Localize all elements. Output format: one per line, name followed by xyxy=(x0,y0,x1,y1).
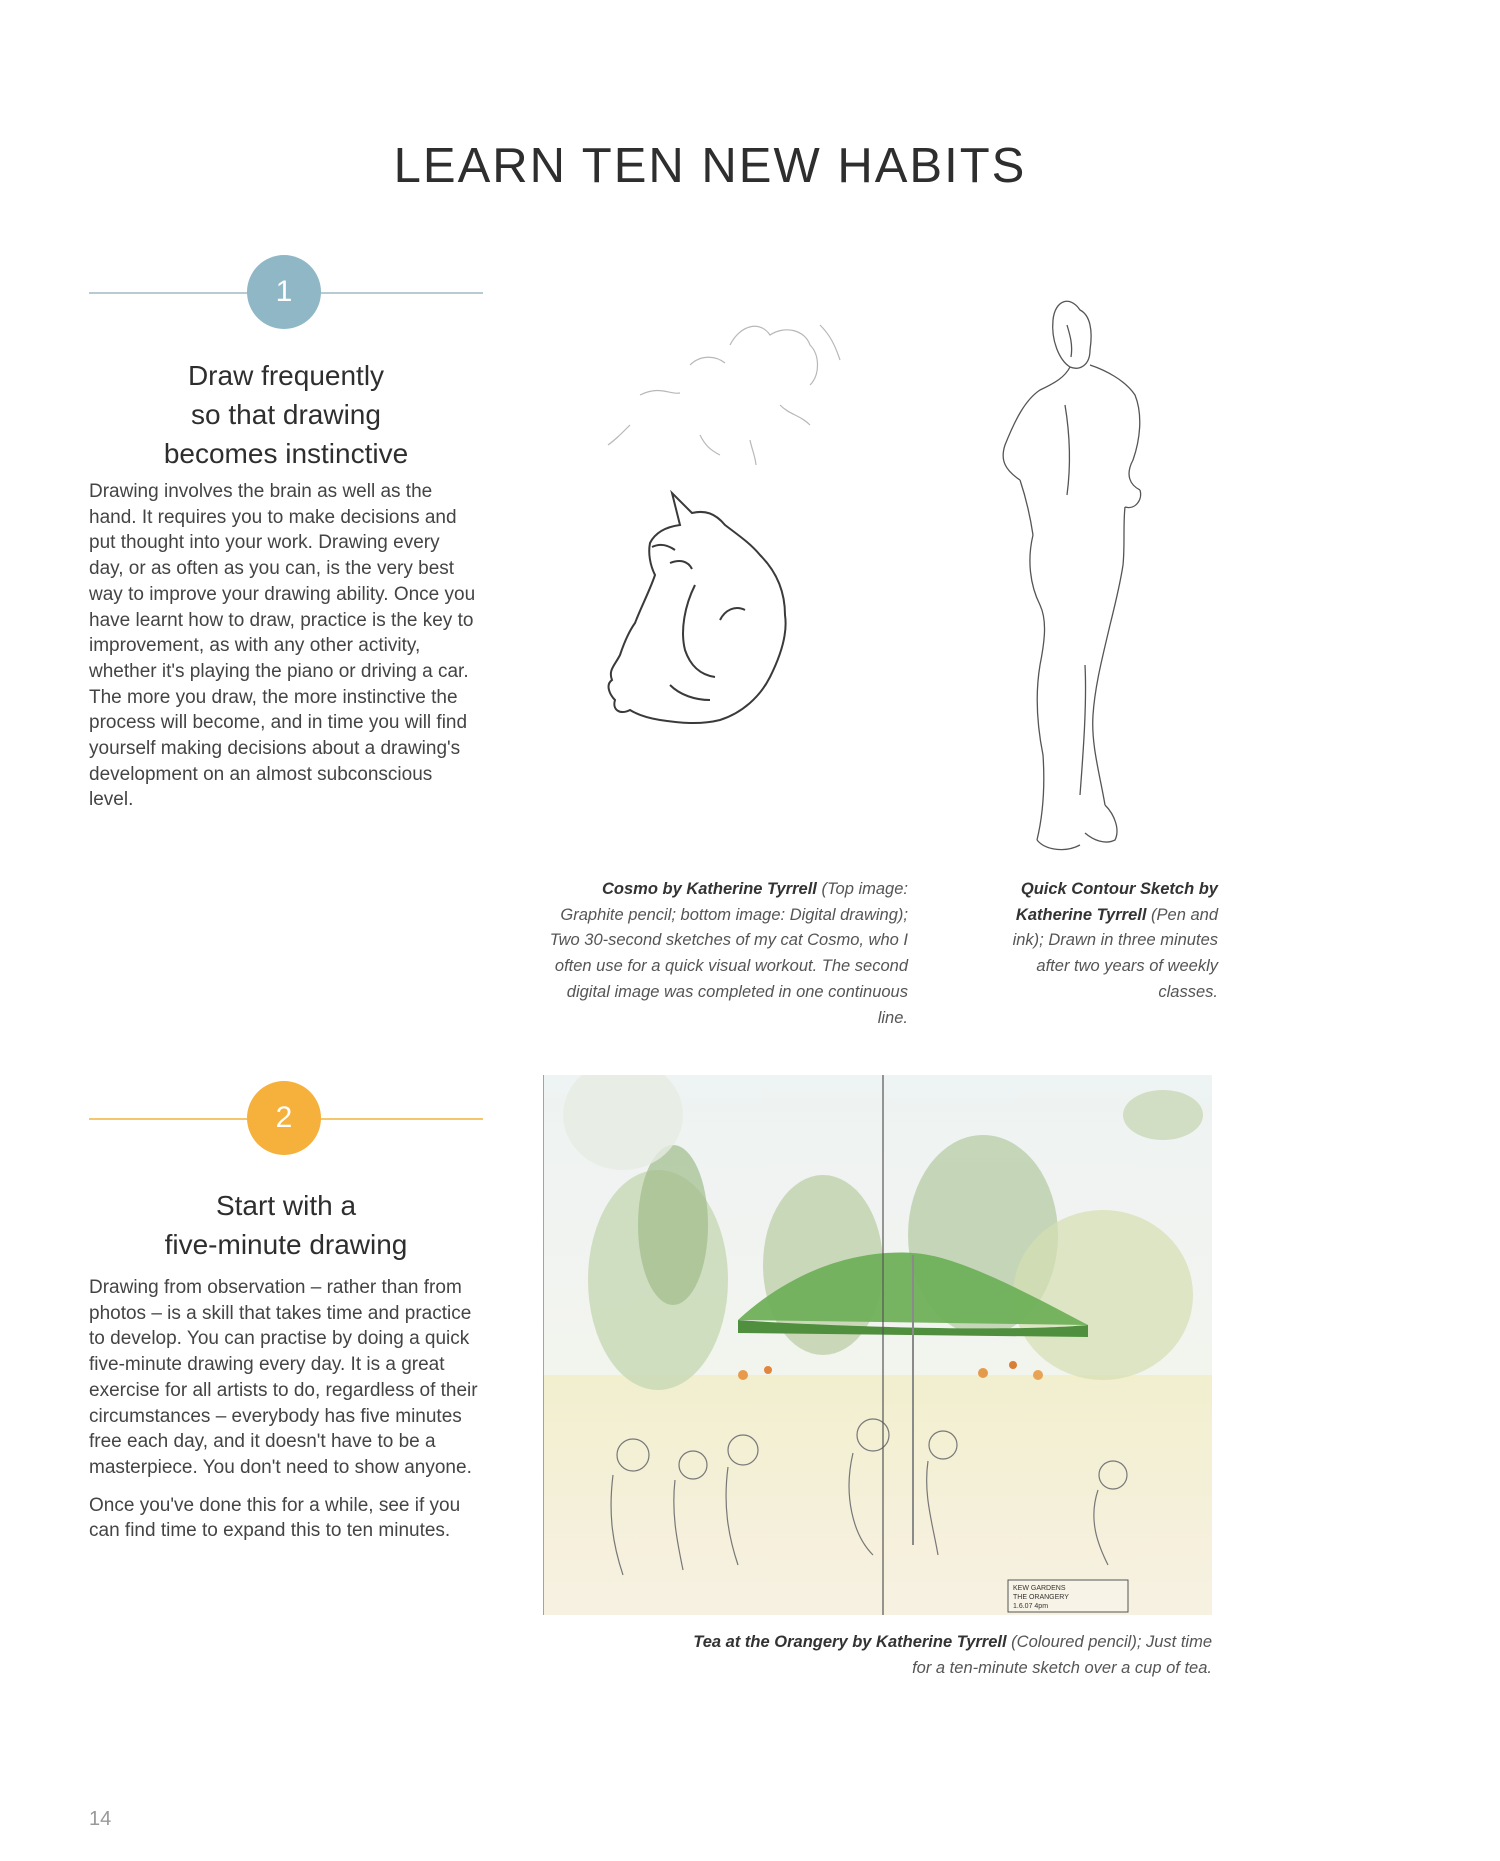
habit-1-badge xyxy=(247,255,321,329)
habit-2-body xyxy=(89,1275,479,1556)
cat-sketch xyxy=(520,285,900,795)
page-title: LEARN TEN NEW HABITS xyxy=(393,139,1027,193)
habit-1-heading-line: Draw frequently xyxy=(187,360,385,391)
cat-pencil-sketch xyxy=(608,325,840,465)
habit-2-badge xyxy=(247,1081,321,1155)
sketch-inscription: KEW GARDENS xyxy=(1013,1585,1066,1592)
figure-contour-line xyxy=(1003,301,1141,849)
orangery-caption xyxy=(680,1630,1212,1681)
habit-1-number: 1 xyxy=(275,275,293,308)
cosmo-caption xyxy=(540,877,908,1031)
orangery-caption-title: Tea at the Orangery by Katherine Tyrrell xyxy=(693,1633,1007,1651)
habit-1-heading xyxy=(89,356,483,473)
cosmo-caption-title: Cosmo by Katherine Tyrrell xyxy=(602,880,817,898)
page-number: 14 xyxy=(89,1808,112,1830)
orangery-sketch xyxy=(543,1075,1212,1615)
habit-1-heading-line: so that drawing xyxy=(191,399,381,430)
cat-contour-line xyxy=(609,493,786,723)
contour-caption-text: (Pen and ink); Drawn in three minutes after two years of weekly classes. xyxy=(1012,905,1218,1001)
habit-2-heading-line: Start with a xyxy=(215,1190,357,1221)
habit-2-heading xyxy=(89,1186,483,1264)
habit-1-heading-line: becomes instinctive xyxy=(163,438,409,469)
habit-2-paragraph: Drawing from observation – rather than from photos – is a skill that takes time and practice to develop. You can practise by doing a quick five-minute drawing every day. It is a great exercise for all artists to do, regardless of their circumstances – everybody has five minutes free each day, and it doesn't have to be a masterpiece. You don't need to show anyone. xyxy=(89,1277,478,1478)
contour-caption-title: Quick Contour Sketch by Katherine Tyrrell xyxy=(1015,880,1218,924)
figure-sketch xyxy=(975,285,1190,870)
habit-2-heading-line: five-minute drawing xyxy=(164,1229,408,1260)
sketch-inscription: 1.6.07 4pm xyxy=(1013,1603,1049,1610)
habit-2-number: 2 xyxy=(275,1101,293,1134)
cosmo-caption-text: (Top image: Graphite pencil; bottom image: Digital drawing); Two 30-second sketches of my cat Cosmo, who I often use for a quick visual workout. The second digital image was completed in one continuous line. xyxy=(549,880,908,1027)
contour-caption xyxy=(995,877,1218,1006)
sketch-inscription: THE ORANGERY xyxy=(1013,1594,1069,1601)
habit-1-body xyxy=(89,479,479,825)
habit-2-paragraph: Once you've done this for a while, see if you can find time to expand this to ten minutes. xyxy=(89,1494,461,1542)
orangery-caption-text: (Coloured pencil); Just time for a ten-minute sketch over a cup of tea. xyxy=(912,1633,1212,1677)
habit-1-paragraph: Drawing involves the brain as well as the hand. It requires you to make decisions and put thought into your work. Drawing every day, or as often as you can, is the very best way to improve your drawing ability. Once you have learnt how to draw, practice is the key to improvement, as with any other activity, whether it's playing the piano or driving a car. The more you draw, the more instinctive the process will become, and in time you will find yourself making decisions about a drawing's development on an almost subconscious level. xyxy=(89,481,476,811)
